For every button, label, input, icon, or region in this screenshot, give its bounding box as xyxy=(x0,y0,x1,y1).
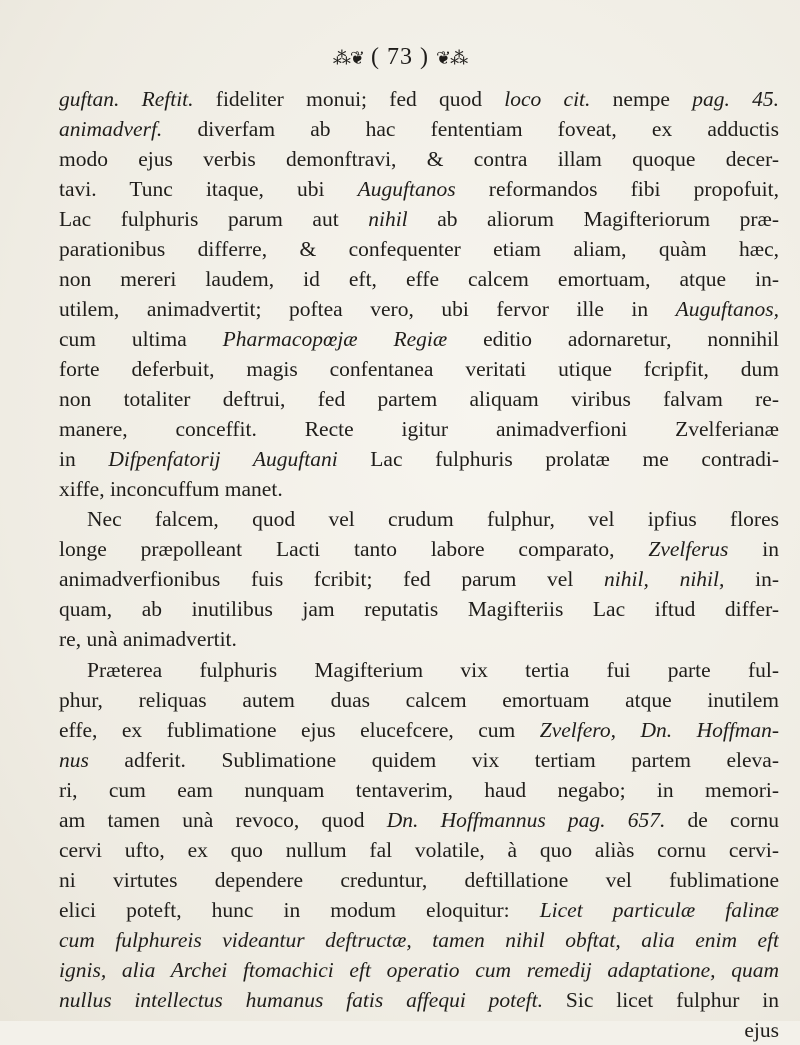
italic-span: Pharmacopœjæ Regiæ xyxy=(222,327,448,351)
text-span: tavi. Tunc itaque, ubi xyxy=(59,177,358,201)
italic-span: Dn. Hoffmannus pag. 657. xyxy=(386,808,666,832)
text-span: phur, reliquas autem duas calcem emortuam atque inutilem xyxy=(59,688,779,712)
text-line xyxy=(59,144,779,174)
text-line xyxy=(59,925,779,955)
italic-span: Difpenfatorij Auguftani xyxy=(108,447,338,471)
italic-span: pag. 45. xyxy=(692,87,779,111)
text-line xyxy=(59,715,779,745)
text-line xyxy=(59,775,779,805)
text-span: in xyxy=(59,447,109,471)
text-span: Sic licet fulphur in xyxy=(543,988,779,1012)
text-span: parationibus differre, & confequenter etiam aliam, quàm hæc, xyxy=(59,237,779,261)
text-span: cervi ufto, ex quo nullum fal volatile, à quo aliàs cornu cervi- xyxy=(59,838,779,862)
text-span: diverfam ab hac fententiam foveat, ex adductis xyxy=(162,117,779,141)
text-line xyxy=(59,234,779,264)
text-span: Lac fulphuris prolatæ me contradi- xyxy=(337,447,779,471)
text-span: elici poteft, hunc in modum eloquitur: xyxy=(59,898,540,922)
text-span: Lac fulphuris parum aut xyxy=(59,207,369,231)
text-span: in xyxy=(728,537,779,561)
text-span: Præterea fulphuris Magifterium vix tertia fui parte ful- xyxy=(87,658,779,682)
text-span: ri, cum eam nunquam tentaverim, haud negabo; in memori- xyxy=(59,778,779,802)
italic-span: Zvelferus xyxy=(648,537,729,561)
text-line xyxy=(59,564,779,594)
italic-span: guftan. Reftit. xyxy=(59,87,194,111)
text-line xyxy=(59,745,779,775)
italic-span: Auguftanos, xyxy=(675,297,779,321)
text-line xyxy=(59,504,779,534)
text-line xyxy=(59,895,779,925)
page-header xyxy=(0,44,800,71)
text-span: forte deferbuit, magis confentanea veritati utique fcripfit, dum xyxy=(59,357,779,381)
text-span: de cornu xyxy=(665,808,779,832)
text-line xyxy=(59,324,779,354)
text-line xyxy=(59,805,779,835)
text-line xyxy=(59,444,779,474)
text-span: fideliter monui; fed quod xyxy=(193,87,505,111)
text-span: reformandos fibi propofuit, xyxy=(455,177,779,201)
left-ornament: ⁂❦ xyxy=(332,48,364,68)
text-line xyxy=(59,594,779,624)
text-line xyxy=(59,414,779,444)
text-line xyxy=(59,865,779,895)
text-line xyxy=(59,294,779,324)
text-line xyxy=(59,624,779,654)
italic-span: cum fulphureis videantur deftructæ, tamen nihil obftat, alia enim eft xyxy=(59,928,779,952)
text-line xyxy=(59,655,779,685)
italic-span: nihil xyxy=(368,207,408,231)
text-span: utilem, animadvertit; poftea vero, ubi fervor ille in xyxy=(59,297,676,321)
text-span: ab aliorum Magifteriorum præ- xyxy=(407,207,779,231)
text-span: non mereri laudem, id eft, effe calcem emortuam, atque in- xyxy=(59,267,779,291)
italic-span: animadverf. xyxy=(59,117,163,141)
italic-span: nullus intellectus humanus fatis affequi poteft. xyxy=(59,988,544,1012)
text-line xyxy=(59,835,779,865)
text-line xyxy=(59,534,779,564)
italic-span: ignis, alia Archei ftomachici eft operatio cum remedij adaptatione, quam xyxy=(59,958,779,982)
text-line xyxy=(59,1015,779,1045)
text-span: am tamen unà revoco, quod xyxy=(59,808,387,832)
text-span: adferit. Sublimatione quidem vix tertiam partem eleva- xyxy=(88,748,779,772)
text-span: ejus xyxy=(744,1018,779,1042)
text-line xyxy=(59,354,779,384)
text-line xyxy=(59,174,779,204)
right-ornament: ❦⁂ xyxy=(435,48,468,68)
text-line xyxy=(59,685,779,715)
text-line xyxy=(59,84,779,114)
text-span: manere, conceffit. Recte igitur animadverfioni Zvelferianæ xyxy=(59,417,779,441)
text-line xyxy=(59,264,779,294)
text-span: re, unà animadvertit. xyxy=(59,627,237,651)
text-span: in- xyxy=(724,567,779,591)
text-span: quam, ab inutilibus jam reputatis Magifteriis Lac iftud differ- xyxy=(59,597,779,621)
text-span: ni virtutes dependere creduntur, deftillatione vel fublimatione xyxy=(59,868,779,892)
italic-span: Auguftanos xyxy=(357,177,456,201)
text-line xyxy=(59,204,779,234)
text-span: xiffe, inconcuffum manet. xyxy=(59,477,283,501)
text-span: effe, ex fublimatione ejus elucefcere, cum xyxy=(59,718,540,742)
text-line xyxy=(59,114,779,144)
text-span: non totaliter deftrui, fed partem aliquam viribus falvam re- xyxy=(59,387,779,411)
text-line xyxy=(59,955,779,985)
text-line xyxy=(59,384,779,414)
italic-span: loco cit. xyxy=(504,87,591,111)
text-line xyxy=(59,985,779,1015)
text-span: animadverfionibus fuis fcribit; fed parum vel xyxy=(59,567,605,591)
text-line xyxy=(59,474,779,504)
italic-span: Zvelfero, Dn. Hoffman- xyxy=(539,718,779,742)
text-span: cum ultima xyxy=(59,327,223,351)
italic-span: Licet particulæ falinæ xyxy=(539,898,779,922)
page-number: ( 73 ) xyxy=(371,44,429,70)
text-span: editio adornaretur, nonnihil xyxy=(447,327,779,351)
text-span: nempe xyxy=(590,87,693,111)
italic-span: nihil, nihil, xyxy=(604,567,725,591)
italic-span: nus xyxy=(59,748,89,772)
text-span: Nec falcem, quod vel crudum fulphur, vel ipfius flores xyxy=(87,507,779,531)
text-span: modo ejus verbis demonftravi, & contra illam quoque decer- xyxy=(59,147,779,171)
text-span: longe præpolleant Lacti tanto labore comparato, xyxy=(59,537,649,561)
